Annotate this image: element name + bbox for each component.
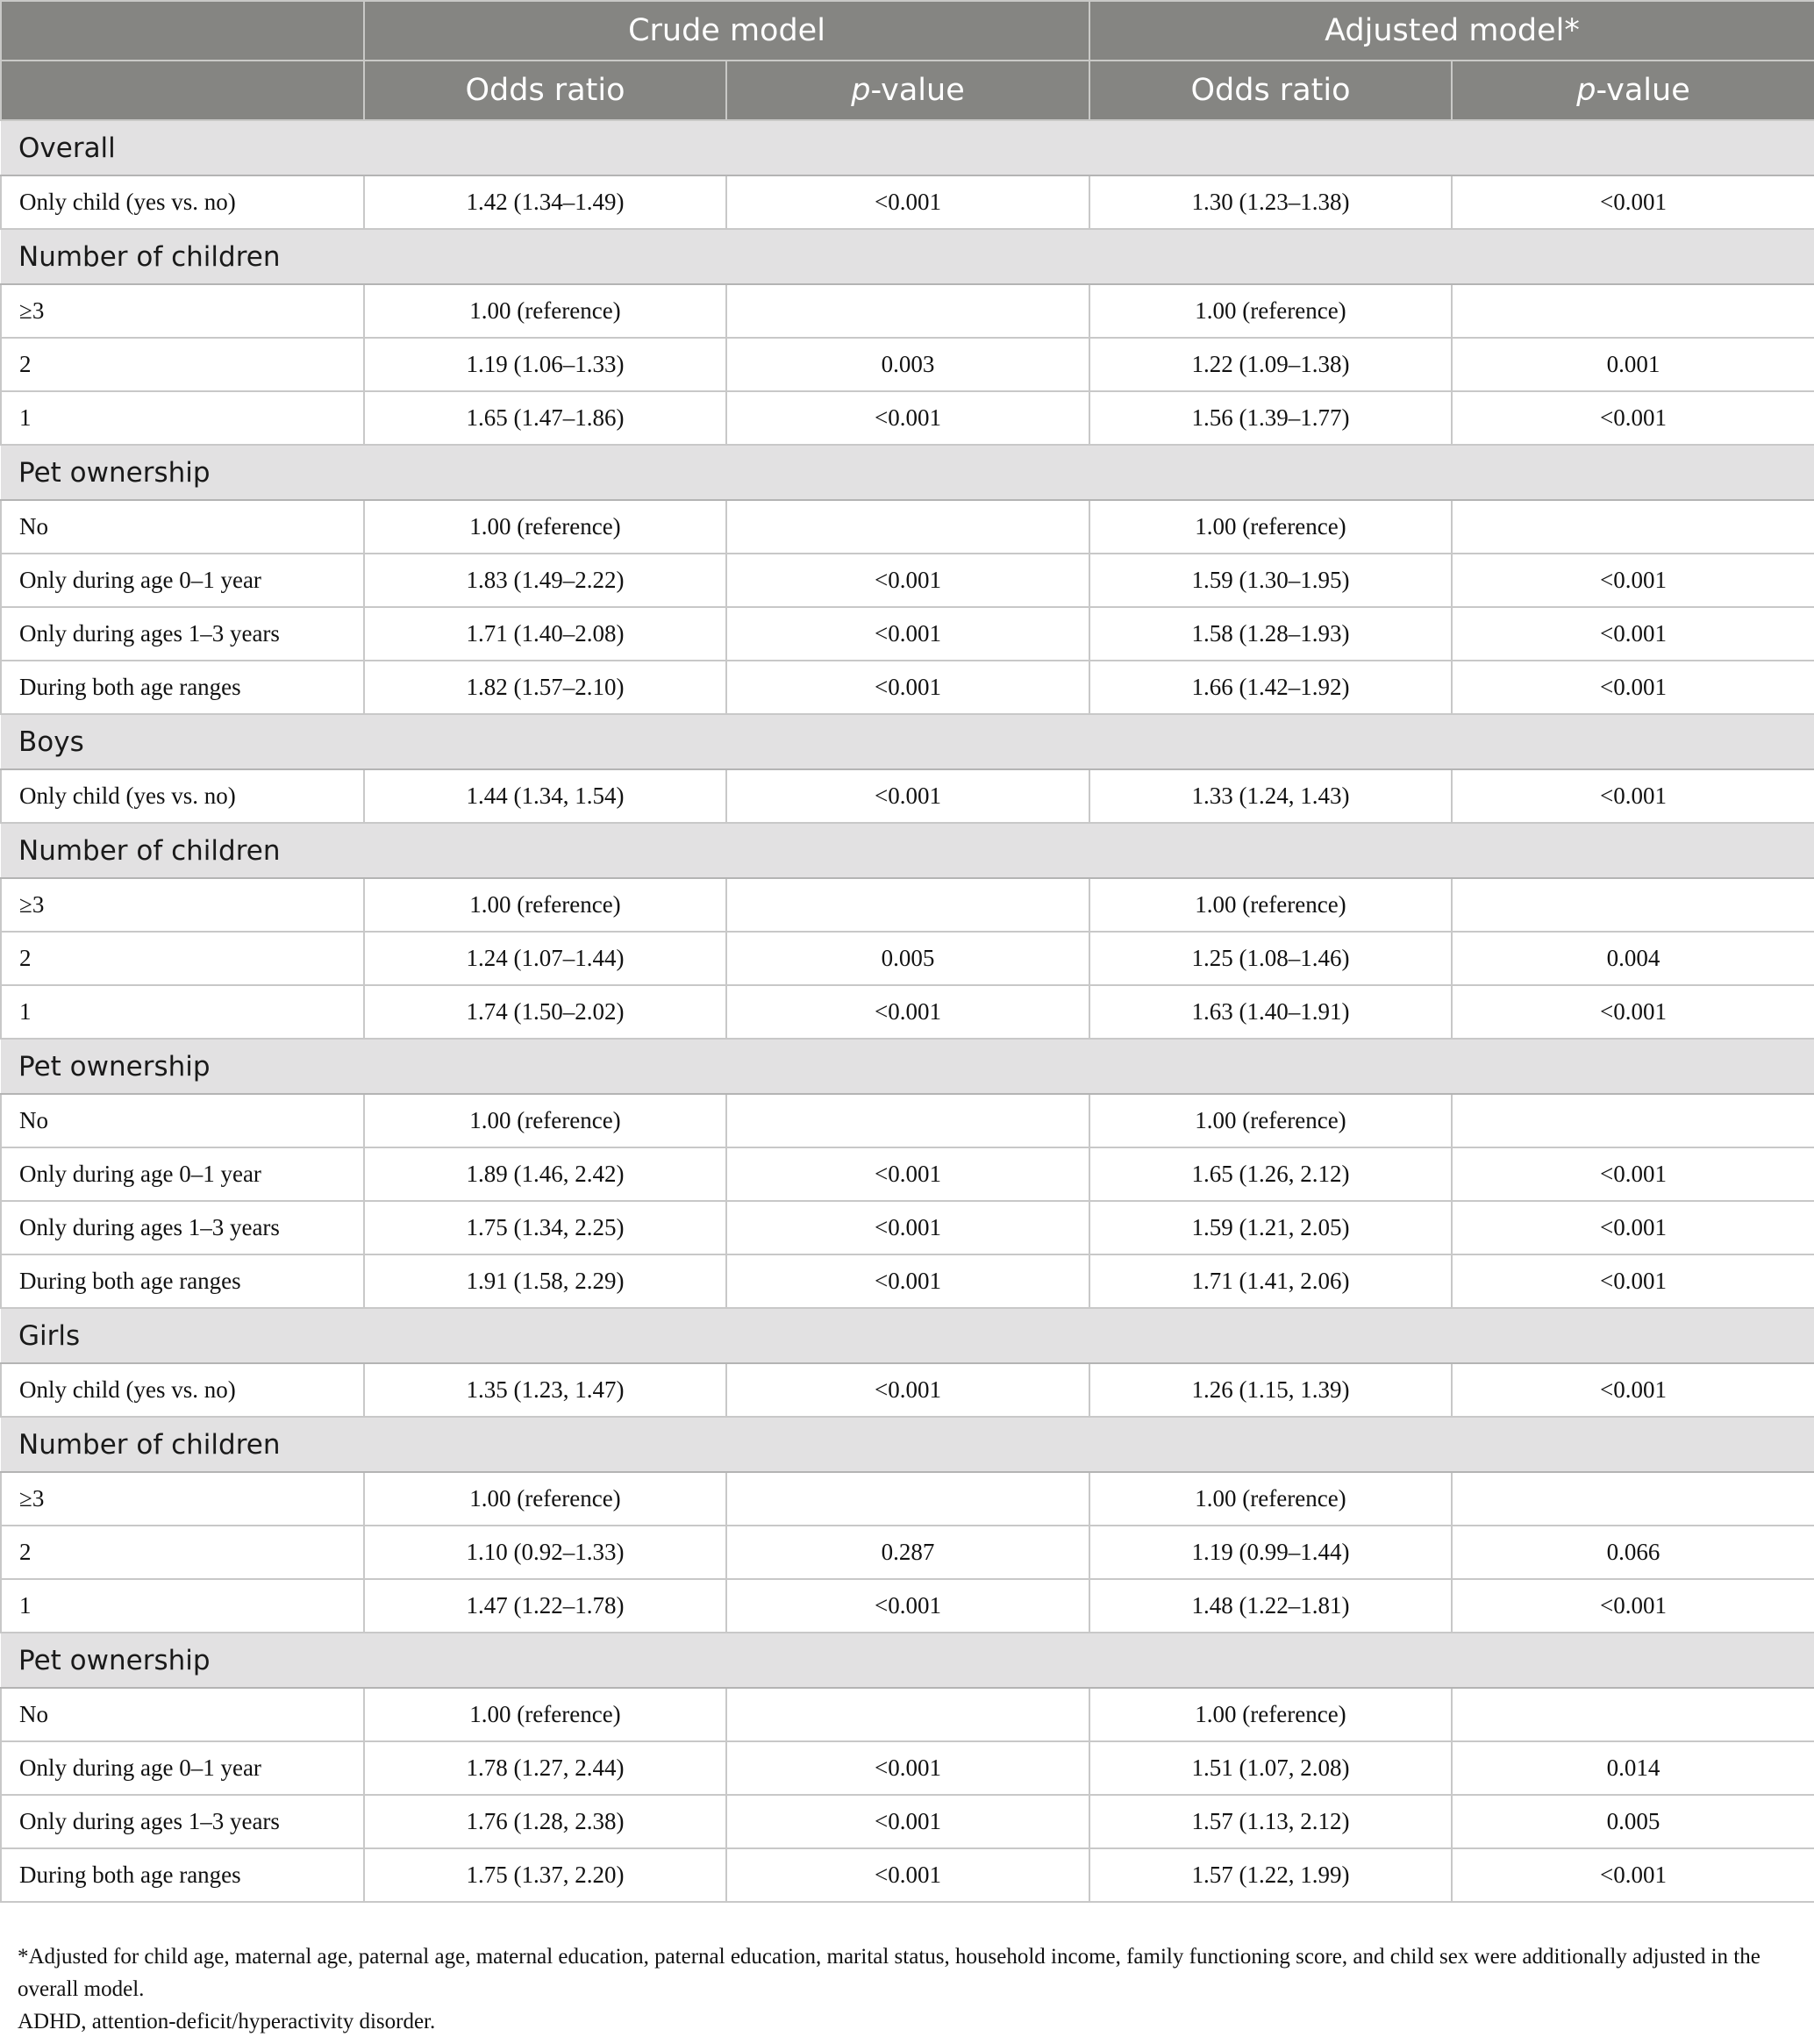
row-label-cell: Only during age 0–1 year <box>1 554 364 607</box>
crude-odds-ratio-cell: 1.47 (1.22–1.78) <box>364 1579 726 1633</box>
crude-odds-ratio-cell: 1.75 (1.37, 2.20) <box>364 1848 726 1902</box>
crude-p-value-cell: <0.001 <box>726 391 1089 445</box>
adjusted-odds-ratio-cell: 1.00 (reference) <box>1089 1094 1452 1147</box>
row-label-cell: No <box>1 500 364 554</box>
crude-p-value-cell <box>726 500 1089 554</box>
crude-odds-ratio-cell: 1.65 (1.47–1.86) <box>364 391 726 445</box>
adjusted-p-value-cell <box>1452 1094 1814 1147</box>
adjusted-p-value-cell: <0.001 <box>1452 175 1814 229</box>
adjusted-p-value-cell: <0.001 <box>1452 1363 1814 1417</box>
crude-odds-ratio-cell: 1.44 (1.34, 1.54) <box>364 769 726 823</box>
row-label-cell: During both age ranges <box>1 1254 364 1308</box>
adjusted-odds-ratio-cell: 1.63 (1.40–1.91) <box>1089 985 1452 1039</box>
p-value-suffix: -value <box>870 73 965 108</box>
table-footnotes <box>18 1940 1798 2038</box>
adjusted-odds-ratio-cell: 1.57 (1.22, 1.99) <box>1089 1848 1452 1902</box>
table-body <box>1 120 1814 1902</box>
table-row <box>1 1795 1814 1848</box>
section-label: Number of children <box>1 229 1814 284</box>
crude-odds-ratio-cell: 1.42 (1.34–1.49) <box>364 175 726 229</box>
crude-odds-ratio-cell: 1.82 (1.57–2.10) <box>364 661 726 714</box>
crude-p-value-cell <box>726 1472 1089 1526</box>
table-row <box>1 985 1814 1039</box>
row-label-cell: 1 <box>1 1579 364 1633</box>
adjusted-odds-ratio-cell: 1.58 (1.28–1.93) <box>1089 607 1452 661</box>
adjusted-odds-ratio-cell: 1.19 (0.99–1.44) <box>1089 1526 1452 1579</box>
table-row <box>1 1741 1814 1795</box>
header-row-columns <box>1 61 1814 120</box>
footnote-adjusted: *Adjusted for child age, maternal age, paternal age, maternal education, paternal education, marital status, household income, family functioning score, and child sex were additionally adjusted in the overall model. <box>18 1945 1760 2001</box>
p-value-suffix: -value <box>1596 73 1690 108</box>
row-label-cell: 2 <box>1 932 364 985</box>
crude-p-value-cell: <0.001 <box>726 1147 1089 1201</box>
crude-p-value-cell: <0.001 <box>726 985 1089 1039</box>
crude-p-value-cell <box>726 1094 1089 1147</box>
row-label-cell: 2 <box>1 1526 364 1579</box>
row-label-cell: Only during ages 1–3 years <box>1 1201 364 1254</box>
section-row <box>1 1039 1814 1094</box>
table-row <box>1 1579 1814 1633</box>
crude-p-value-cell: <0.001 <box>726 1579 1089 1633</box>
crude-odds-ratio-cell: 1.00 (reference) <box>364 878 726 932</box>
header-row-groups <box>1 1 1814 61</box>
header-crude-model: Crude model <box>364 1 1089 61</box>
adjusted-odds-ratio-cell: 1.66 (1.42–1.92) <box>1089 661 1452 714</box>
header-blank-cell <box>1 1 364 61</box>
crude-p-value-cell: <0.001 <box>726 1363 1089 1417</box>
table-row <box>1 1526 1814 1579</box>
crude-p-value-cell: 0.005 <box>726 932 1089 985</box>
adjusted-p-value-cell: 0.005 <box>1452 1795 1814 1848</box>
crude-odds-ratio-cell: 1.76 (1.28, 2.38) <box>364 1795 726 1848</box>
crude-odds-ratio-cell: 1.00 (reference) <box>364 500 726 554</box>
table-row <box>1 878 1814 932</box>
adjusted-odds-ratio-cell: 1.30 (1.23–1.38) <box>1089 175 1452 229</box>
section-row <box>1 823 1814 878</box>
adjusted-p-value-cell: <0.001 <box>1452 607 1814 661</box>
table-row <box>1 1147 1814 1201</box>
table-row <box>1 932 1814 985</box>
adjusted-p-value-cell <box>1452 1688 1814 1741</box>
section-label: Girls <box>1 1308 1814 1363</box>
crude-odds-ratio-cell: 1.00 (reference) <box>364 1094 726 1147</box>
header-adjusted-p-value <box>1452 61 1814 120</box>
section-label: Pet ownership <box>1 1633 1814 1688</box>
table-row <box>1 284 1814 338</box>
section-label: Overall <box>1 120 1814 175</box>
table-row <box>1 175 1814 229</box>
crude-p-value-cell: <0.001 <box>726 1741 1089 1795</box>
row-label-cell: 1 <box>1 391 364 445</box>
header-crude-odds-ratio: Odds ratio <box>364 61 726 120</box>
crude-odds-ratio-cell: 1.83 (1.49–2.22) <box>364 554 726 607</box>
crude-p-value-cell: <0.001 <box>726 1201 1089 1254</box>
adjusted-odds-ratio-cell: 1.51 (1.07, 2.08) <box>1089 1741 1452 1795</box>
adjusted-p-value-cell <box>1452 500 1814 554</box>
crude-odds-ratio-cell: 1.89 (1.46, 2.42) <box>364 1147 726 1201</box>
row-label-cell: Only during age 0–1 year <box>1 1741 364 1795</box>
crude-p-value-cell: <0.001 <box>726 607 1089 661</box>
header-blank-cell <box>1 61 364 120</box>
adjusted-p-value-cell: <0.001 <box>1452 661 1814 714</box>
row-label-cell: 2 <box>1 338 364 391</box>
table-row <box>1 1094 1814 1147</box>
table-row <box>1 338 1814 391</box>
crude-odds-ratio-cell: 1.75 (1.34, 2.25) <box>364 1201 726 1254</box>
row-label-cell: Only child (yes vs. no) <box>1 175 364 229</box>
table-row <box>1 1472 1814 1526</box>
footnote-abbreviation: ADHD, attention-deficit/hyperactivity disorder. <box>18 2010 436 2033</box>
adjusted-odds-ratio-cell: 1.33 (1.24, 1.43) <box>1089 769 1452 823</box>
row-label-cell: Only during ages 1–3 years <box>1 1795 364 1848</box>
adjusted-odds-ratio-cell: 1.00 (reference) <box>1089 284 1452 338</box>
table-row <box>1 500 1814 554</box>
adjusted-p-value-cell: <0.001 <box>1452 1579 1814 1633</box>
table-header <box>1 1 1814 120</box>
table-row <box>1 1363 1814 1417</box>
section-label: Number of children <box>1 1417 1814 1472</box>
crude-p-value-cell <box>726 878 1089 932</box>
table-row <box>1 554 1814 607</box>
crude-odds-ratio-cell: 1.35 (1.23, 1.47) <box>364 1363 726 1417</box>
adjusted-p-value-cell: <0.001 <box>1452 769 1814 823</box>
adjusted-p-value-cell: <0.001 <box>1452 1147 1814 1201</box>
adjusted-p-value-cell: <0.001 <box>1452 1848 1814 1902</box>
row-label-cell: 1 <box>1 985 364 1039</box>
adjusted-odds-ratio-cell: 1.59 (1.30–1.95) <box>1089 554 1452 607</box>
adjusted-odds-ratio-cell: 1.59 (1.21, 2.05) <box>1089 1201 1452 1254</box>
crude-odds-ratio-cell: 1.91 (1.58, 2.29) <box>364 1254 726 1308</box>
crude-p-value-cell: <0.001 <box>726 554 1089 607</box>
crude-odds-ratio-cell: 1.74 (1.50–2.02) <box>364 985 726 1039</box>
header-crude-p-value <box>726 61 1089 120</box>
adjusted-odds-ratio-cell: 1.56 (1.39–1.77) <box>1089 391 1452 445</box>
row-label-cell: Only child (yes vs. no) <box>1 769 364 823</box>
adjusted-p-value-cell <box>1452 1472 1814 1526</box>
section-row <box>1 1633 1814 1688</box>
crude-odds-ratio-cell: 1.19 (1.06–1.33) <box>364 338 726 391</box>
section-label: Number of children <box>1 823 1814 878</box>
crude-p-value-cell: 0.287 <box>726 1526 1089 1579</box>
adjusted-p-value-cell: <0.001 <box>1452 1254 1814 1308</box>
adjusted-odds-ratio-cell: 1.65 (1.26, 2.12) <box>1089 1147 1452 1201</box>
section-row <box>1 120 1814 175</box>
table-row <box>1 391 1814 445</box>
table-row <box>1 769 1814 823</box>
crude-p-value-cell: <0.001 <box>726 175 1089 229</box>
section-label: Pet ownership <box>1 445 1814 500</box>
table-row <box>1 1848 1814 1902</box>
header-adjusted-odds-ratio: Odds ratio <box>1089 61 1452 120</box>
table-row <box>1 661 1814 714</box>
crude-p-value-cell: <0.001 <box>726 1254 1089 1308</box>
p-italic-label: p <box>851 73 871 108</box>
table-row <box>1 1688 1814 1741</box>
adjusted-odds-ratio-cell: 1.48 (1.22–1.81) <box>1089 1579 1452 1633</box>
crude-odds-ratio-cell: 1.10 (0.92–1.33) <box>364 1526 726 1579</box>
crude-odds-ratio-cell: 1.00 (reference) <box>364 1472 726 1526</box>
section-row <box>1 229 1814 284</box>
crude-odds-ratio-cell: 1.00 (reference) <box>364 284 726 338</box>
adjusted-odds-ratio-cell: 1.25 (1.08–1.46) <box>1089 932 1452 985</box>
row-label-cell: During both age ranges <box>1 661 364 714</box>
row-label-cell: ≥3 <box>1 284 364 338</box>
adjusted-odds-ratio-cell: 1.22 (1.09–1.38) <box>1089 338 1452 391</box>
row-label-cell: ≥3 <box>1 1472 364 1526</box>
adjusted-odds-ratio-cell: 1.57 (1.13, 2.12) <box>1089 1795 1452 1848</box>
crude-odds-ratio-cell: 1.24 (1.07–1.44) <box>364 932 726 985</box>
table-row <box>1 1254 1814 1308</box>
crude-odds-ratio-cell: 1.78 (1.27, 2.44) <box>364 1741 726 1795</box>
adjusted-odds-ratio-cell: 1.71 (1.41, 2.06) <box>1089 1254 1452 1308</box>
crude-odds-ratio-cell: 1.00 (reference) <box>364 1688 726 1741</box>
adjusted-p-value-cell: <0.001 <box>1452 1201 1814 1254</box>
section-row <box>1 714 1814 769</box>
adjusted-p-value-cell: <0.001 <box>1452 985 1814 1039</box>
section-row <box>1 1417 1814 1472</box>
adjusted-p-value-cell: 0.066 <box>1452 1526 1814 1579</box>
adjusted-p-value-cell <box>1452 284 1814 338</box>
adjusted-odds-ratio-cell: 1.00 (reference) <box>1089 878 1452 932</box>
header-adjusted-model: Adjusted model* <box>1089 1 1814 61</box>
crude-p-value-cell <box>726 1688 1089 1741</box>
adjusted-p-value-cell: 0.004 <box>1452 932 1814 985</box>
crude-odds-ratio-cell: 1.71 (1.40–2.08) <box>364 607 726 661</box>
adjusted-p-value-cell: 0.014 <box>1452 1741 1814 1795</box>
adjusted-p-value-cell: <0.001 <box>1452 554 1814 607</box>
adjusted-p-value-cell: 0.001 <box>1452 338 1814 391</box>
table-row <box>1 1201 1814 1254</box>
section-label: Pet ownership <box>1 1039 1814 1094</box>
adjusted-p-value-cell <box>1452 878 1814 932</box>
row-label-cell: ≥3 <box>1 878 364 932</box>
adjusted-odds-ratio-cell: 1.00 (reference) <box>1089 500 1452 554</box>
crude-p-value-cell: <0.001 <box>726 661 1089 714</box>
row-label-cell: Only during ages 1–3 years <box>1 607 364 661</box>
adjusted-odds-ratio-cell: 1.26 (1.15, 1.39) <box>1089 1363 1452 1417</box>
crude-p-value-cell: <0.001 <box>726 1848 1089 1902</box>
crude-p-value-cell: <0.001 <box>726 1795 1089 1848</box>
row-label-cell: Only during age 0–1 year <box>1 1147 364 1201</box>
crude-p-value-cell: <0.001 <box>726 769 1089 823</box>
crude-p-value-cell <box>726 284 1089 338</box>
row-label-cell: No <box>1 1094 364 1147</box>
adjusted-odds-ratio-cell: 1.00 (reference) <box>1089 1688 1452 1741</box>
section-row <box>1 445 1814 500</box>
row-label-cell: Only child (yes vs. no) <box>1 1363 364 1417</box>
p-italic-label: p <box>1576 73 1596 108</box>
row-label-cell: No <box>1 1688 364 1741</box>
table-row <box>1 607 1814 661</box>
row-label-cell: During both age ranges <box>1 1848 364 1902</box>
adjusted-p-value-cell: <0.001 <box>1452 391 1814 445</box>
section-row <box>1 1308 1814 1363</box>
crude-p-value-cell: 0.003 <box>726 338 1089 391</box>
section-label: Boys <box>1 714 1814 769</box>
adjusted-odds-ratio-cell: 1.00 (reference) <box>1089 1472 1452 1526</box>
